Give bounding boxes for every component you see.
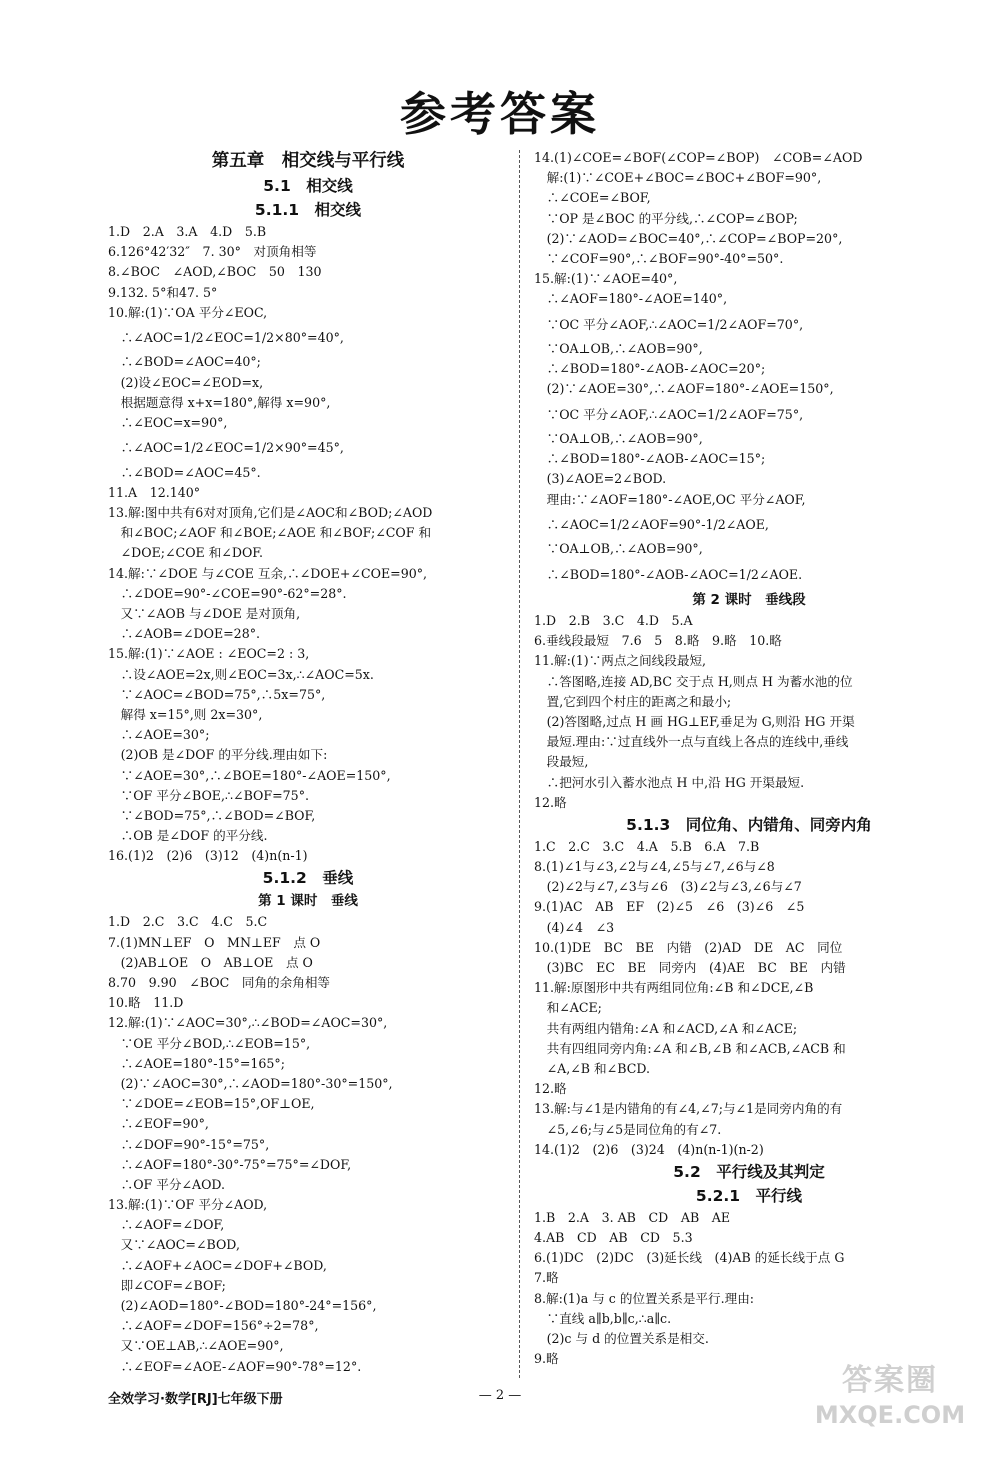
watermark-logo: [806, 1362, 974, 1454]
answer-line: ∵OC 平分∠AOF,∴∠AOC=1/2∠AOF=70°,: [534, 316, 804, 332]
section-heading: 5.2.1 平行线: [695, 1186, 803, 1205]
answer-line: (2)设∠EOC=∠EOD=x,: [108, 374, 264, 390]
answer-line: 10.解:(1)∵OA 平分∠EOC,: [108, 304, 268, 320]
answer-line: (4)∠4 ∠3: [534, 919, 615, 935]
answer-line: (2)∵∠AOD=∠BOC=40°,∴∠COP=∠BOP=20°,: [534, 230, 843, 246]
answer-line: 和∠ACE;: [534, 1000, 602, 1016]
section-heading: 5.1.2 垂线: [262, 869, 354, 888]
answer-line: 理由:∵∠AOF=180°-∠AOE,OC 平分∠AOF,: [534, 491, 806, 507]
answer-line: (2)∵∠AOE=30°,∴∠AOF=180°-∠AOE=150°,: [534, 381, 834, 397]
answer-line: 6.垂线段最短 7.6 5 8.略 9.略 10.略: [534, 633, 782, 649]
answer-line: ∴答图略,连接 AD,BC 交于点 H,则点 H 为蓄水池的位: [534, 673, 853, 689]
answer-line: ∴∠DOF=90°-15°=75°,: [108, 1136, 270, 1152]
answer-line: ∴∠AOC=1/2∠AOF=90°-1/2∠AOE,: [534, 516, 769, 532]
answer-line: 14.(1)2 (2)6 (3)24 (4)n(n-1)(n-2): [534, 1141, 764, 1157]
answer-line: ∵∠DOE=∠EOB=15°,OF⊥OE,: [108, 1096, 315, 1112]
answer-line: ∵OA⊥OB,∴∠AOB=90°,: [534, 431, 703, 447]
footer-book-title: 全效学习·数学[RJ]七年级下册: [108, 1392, 283, 1407]
answer-line: ∵OP 是∠BOC 的平分线,∴∠COP=∠BOP;: [534, 210, 798, 226]
answer-line: ∠DOE;∠COE 和∠DOF.: [108, 545, 264, 561]
answer-line: ∵∠AOE=30°,∴∠BOE=180°-∠AOE=150°,: [108, 767, 391, 783]
answer-line: ∴∠BOD=180°-∠AOB-∠AOC=15°;: [534, 451, 766, 467]
answer-line: ∴∠COE=∠BOF,: [534, 190, 651, 206]
answer-line: 13.解:图中共有6对对顶角,它们是∠AOC和∠BOD;∠AOD: [108, 505, 433, 521]
answer-line: 1.B 2.A 3. AB CD AB AE: [534, 1209, 731, 1225]
answer-line: ∴∠BOD=∠AOC=40°;: [108, 354, 261, 370]
answer-line: 6.(1)DC (2)DC (3)延长线 (4)AB 的延长线于点 G: [534, 1250, 845, 1266]
answer-line: 解得 x=15°,则 2x=30°,: [108, 706, 263, 722]
answer-line: 共有两组内错角:∠A 和∠ACD,∠A 和∠ACE;: [534, 1020, 798, 1036]
answer-line: 8.解:(1)a 与 c 的位置关系是平行.理由:: [534, 1290, 755, 1306]
answer-line: 又∵OE⊥AB,∴∠AOE=90°,: [108, 1338, 284, 1354]
answer-line: 最短.理由:∵过直线外一点与直线上各点的连线中,垂线: [534, 734, 849, 750]
lesson-heading: 第 1 课时 垂线: [258, 893, 358, 910]
answer-line: ∵OE 平分∠BOD,∴∠EOB=15°,: [108, 1035, 311, 1051]
answer-line: ∴∠AOE=180°-15°=165°;: [108, 1055, 285, 1071]
answer-line: (3)∠AOE=2∠BOD.: [534, 471, 667, 487]
answer-line: 8.70 9.90 ∠BOC 同角的余角相等: [108, 975, 331, 990]
answer-line: 14.解:∵∠DOE 与∠COE 互余,∴∠DOE+∠COE=90°,: [108, 565, 428, 581]
answer-line: 14.(1)∠COE=∠BOF(∠COP=∠BOP) ∠COB=∠AOD: [534, 150, 863, 165]
answer-line: (2)c 与 d 的位置关系是相交.: [534, 1331, 709, 1346]
answer-line: 即∠COF=∠BOF;: [108, 1277, 226, 1293]
answer-line: ∴∠BOD=180°-∠AOB-∠AOC=20°;: [534, 361, 766, 377]
page-title: 参考答案: [400, 87, 600, 141]
answer-line: 12.略: [534, 1081, 567, 1097]
answer-line: 解:(1)∵∠COE+∠BOC=∠BOC+∠BOF=90°,: [534, 170, 822, 186]
answer-line: (2)∵∠AOC=30°,∴∠AOD=180°-30°=150°,: [108, 1075, 393, 1091]
answer-line: 9.略: [534, 1351, 559, 1367]
answer-line: ∴∠BOD=∠AOC=45°.: [108, 464, 261, 480]
answer-line: ∵OA⊥OB,∴∠AOB=90°,: [534, 341, 703, 356]
answer-line: 11.A 12.140°: [108, 484, 201, 500]
answer-line: ∵∠BOD=75°,∴∠BOD=∠BOF,: [108, 807, 316, 823]
section-heading: 5.1.1 相交线: [254, 201, 362, 219]
answer-line: 置,它到四个村庄的距离之和最小;: [534, 693, 732, 709]
answer-line: (3)BC EC BE 同旁内 (4)AE BC BE 内错: [534, 960, 846, 975]
answer-line: 段最短,: [534, 754, 589, 770]
answer-line: ∴∠AOF=∠DOF,: [108, 1217, 225, 1233]
answer-line: 12.解:(1)∵∠AOC=30°,∴∠BOD=∠AOC=30°,: [108, 1015, 388, 1031]
answer-line: 和∠BOC;∠AOF 和∠BOE;∠AOE 和∠BOF;∠COF 和: [108, 525, 432, 541]
right-column: [534, 148, 964, 1369]
section-heading: 5.2 平行线及其判定: [673, 1162, 825, 1181]
answer-line: 8.∠BOC ∠AOD,∠BOC 50 130: [108, 264, 322, 280]
answer-line: ∵∠AOC=∠BOD=75°,∴5x=75°,: [108, 686, 326, 702]
answer-line: ∴∠AOB=∠DOE=28°.: [108, 626, 261, 642]
footer-page-number: — 2 —: [478, 1388, 522, 1403]
chapter-heading: 第五章 相交线与平行线: [211, 151, 405, 171]
answer-line: 又∵∠AOC=∠BOD,: [108, 1237, 240, 1253]
answer-line: (2)AB⊥OE O AB⊥OE 点 O: [108, 954, 313, 970]
answer-line: 1.D 2.A 3.A 4.D 5.B: [108, 224, 267, 239]
answer-line: ∴OF 平分∠AOD.: [108, 1176, 226, 1192]
answer-line: 12.略: [534, 794, 567, 810]
answer-line: ∠A,∠B 和∠BCD.: [534, 1060, 650, 1076]
answer-line: 1.D 2.B 3.C 4.D 5.A: [534, 613, 693, 628]
answer-line: ∵∠COF=90°,∴∠BOF=90°-40°=50°.: [534, 250, 784, 266]
answer-line: ∴∠AOF=180°-∠AOE=140°,: [534, 291, 728, 307]
answer-line: ∠5,∠6;与∠5是同位角的有∠7.: [534, 1121, 722, 1137]
answer-line: ∴∠EOC=x=90°,: [108, 415, 228, 430]
left-column: [108, 148, 508, 1377]
answer-line: 13.解:与∠1是内错角的有∠4,∠7;与∠1是同旁内角的有: [534, 1101, 843, 1117]
answer-line: ∴∠AOC=1/2∠EOC=1/2×80°=40°,: [108, 329, 344, 345]
answer-line: 根据题意得 x+x=180°,解得 x=90°,: [108, 394, 331, 410]
answer-line: ∵OA⊥OB,∴∠AOB=90°,: [534, 541, 703, 557]
answer-line: ∴把河水引入蓄水池点 H 中,沿 HG 开渠最短.: [534, 774, 805, 790]
answer-line: 13.解:(1)∵OF 平分∠AOD,: [108, 1197, 268, 1213]
answer-line: ∴∠EOF=90°,: [108, 1116, 209, 1132]
answer-line: 9.132. 5°和47. 5°: [108, 284, 218, 300]
column-divider: [519, 150, 520, 1378]
answer-line: ∴∠EOF=∠AOE-∠AOF=90°-78°=12°.: [108, 1358, 362, 1374]
watermark-site-text: MXQE.COM: [814, 1401, 966, 1429]
answer-line: ∵直线 a∥b,b∥c,∴a∥c.: [534, 1310, 672, 1326]
section-heading: 5.1 相交线: [263, 177, 353, 195]
answer-line: 11.解:(1)∵两点之间线段最短,: [534, 653, 707, 669]
answer-line: ∴OB 是∠DOF 的平分线.: [108, 828, 268, 844]
section-heading: 5.1.3 同位角、内错角、同旁内角: [626, 815, 872, 834]
answer-line: 1.D 2.C 3.C 4.C 5.C: [108, 914, 268, 930]
answer-line: (2)OB 是∠DOF 的平分线.理由如下:: [108, 747, 328, 763]
answer-line: ∴∠AOC=1/2∠EOC=1/2×90°=45°,: [108, 440, 344, 456]
answer-line: 7.略: [534, 1270, 559, 1286]
lesson-heading: 第 2 课时 垂线段: [692, 592, 806, 608]
answer-line: ∴∠AOF+∠AOC=∠DOF+∠BOD,: [108, 1257, 327, 1273]
answer-line: 10.(1)DE BC BE 内错 (2)AD DE AC 同位: [534, 939, 843, 955]
answer-line: 6.126°42′32″ 7. 30° 对顶角相等: [108, 244, 317, 260]
answer-line: 15.解:(1)∵∠AOE=40°,: [534, 271, 678, 287]
answer-line: 10.略 11.D: [108, 995, 184, 1011]
answer-line: 共有四组同旁内角:∠A 和∠B,∠B 和∠ACB,∠ACB 和: [534, 1040, 846, 1056]
answer-line: 4.AB CD AB CD 5.3: [534, 1230, 693, 1246]
answer-line: ∴设∠AOE=2x,则∠EOC=3x,∴∠AOC=5x.: [108, 666, 374, 682]
answer-line: 又∵∠AOB 与∠DOE 是对顶角,: [108, 606, 301, 621]
answer-line: 15.解:(1)∵∠AOE : ∠EOC=2 : 3,: [108, 646, 310, 662]
answer-line: 1.C 2.C 3.C 4.A 5.B 6.A 7.B: [534, 838, 760, 854]
answer-line: ∵OF 平分∠BOE,∴∠BOF=75°.: [108, 787, 309, 803]
answer-line: 8.(1)∠1与∠3,∠2与∠4,∠5与∠7,∠6与∠8: [534, 859, 775, 875]
answer-line: 9.(1)AC AB EF (2)∠5 ∠6 (3)∠6 ∠5: [534, 899, 805, 915]
answer-line: ∵OC 平分∠AOF,∴∠AOC=1/2∠AOF=75°,: [534, 406, 804, 422]
answer-line: (2)∠AOD=180°-∠BOD=180°-24°=156°,: [108, 1298, 377, 1313]
answer-line: ∴∠AOF=∠DOF=156°÷2=78°,: [108, 1318, 319, 1334]
answer-line: 16.(1)2 (2)6 (3)12 (4)n(n-1): [108, 848, 308, 864]
answer-line: 7.(1)MN⊥EF O MN⊥EF 点 O: [108, 934, 321, 950]
answer-line: ∴∠DOE=90°-∠COE=90°-62°=28°.: [108, 585, 347, 601]
answer-line: ∴∠BOD=180°-∠AOB-∠AOC=1/2∠AOE.: [534, 566, 803, 582]
watermark-logo-text: 答案圈: [842, 1363, 938, 1398]
answer-line: (2)∠2与∠7,∠3与∠6 (3)∠2与∠3,∠6与∠7: [534, 879, 802, 895]
answer-line: ∴∠AOF=180°-30°-75°=75°=∠DOF,: [108, 1156, 352, 1172]
answer-line: (2)答图略,过点 H 画 HG⊥EF,垂足为 G,则沿 HG 开渠: [534, 713, 855, 729]
answer-line: ∴∠AOE=30°;: [108, 727, 210, 743]
answer-line: 11.解:原图形中共有两组同位角:∠B 和∠DCE,∠B: [534, 980, 814, 996]
